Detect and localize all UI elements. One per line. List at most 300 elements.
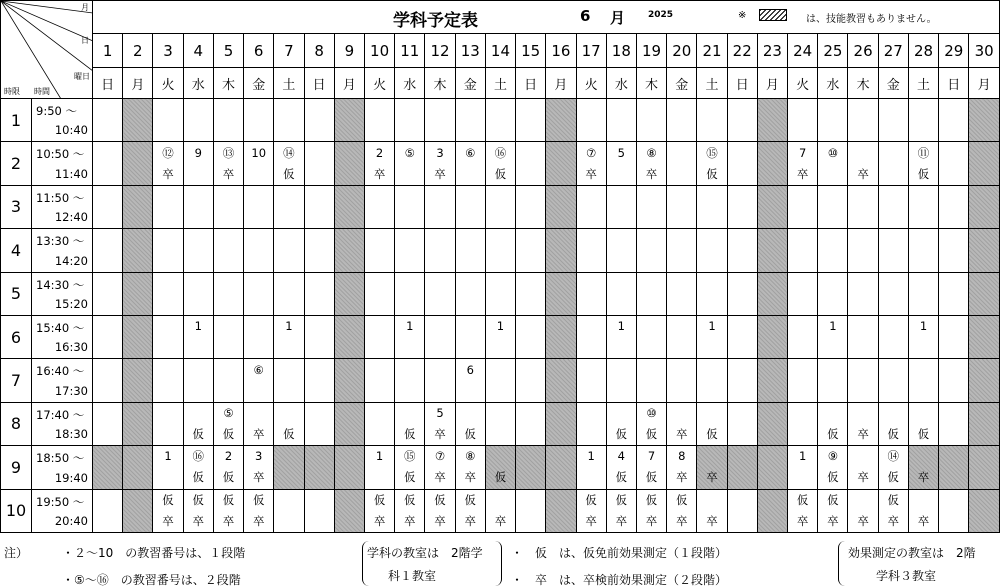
day-header: 21 — [697, 34, 727, 68]
schedule-cell — [757, 272, 787, 315]
schedule-cell — [153, 142, 183, 185]
schedule-cell — [364, 446, 394, 489]
schedule-cell — [213, 229, 243, 272]
schedule-cell — [153, 489, 183, 532]
schedule-cell — [818, 142, 848, 185]
period-number: 7 — [1, 359, 32, 402]
schedule-cell — [636, 185, 666, 228]
period-number: 3 — [1, 185, 32, 228]
day-header: 18 — [606, 34, 636, 68]
schedule-cell — [727, 99, 757, 142]
lesson-mark: 仮 — [192, 470, 205, 485]
weekday-header: 木 — [213, 68, 243, 99]
period-start-time: 15:40 ～ — [36, 320, 85, 335]
schedule-cell — [697, 272, 727, 315]
day-header: 23 — [757, 34, 787, 68]
lesson-mark: 卒 — [857, 426, 869, 441]
hatch-legend-swatch — [759, 9, 787, 21]
lesson-mark — [274, 337, 303, 358]
schedule-cell — [939, 272, 969, 315]
lesson-number — [456, 403, 485, 424]
lesson-mark: 仮 — [283, 166, 295, 181]
lesson-mark: 仮 — [827, 426, 839, 441]
lesson-number — [697, 490, 726, 511]
schedule-cell — [213, 489, 243, 532]
lesson-mark: 卒 — [857, 166, 869, 181]
weekday-header: 月 — [546, 68, 576, 99]
schedule-cell — [636, 142, 666, 185]
period-time — [32, 185, 93, 228]
period-time — [32, 402, 93, 445]
lesson-number: 1 — [798, 449, 807, 464]
schedule-cell — [123, 185, 153, 228]
schedule-cell — [667, 359, 697, 402]
schedule-cell — [667, 446, 697, 489]
lesson-mark — [244, 381, 273, 402]
schedule-cell — [939, 99, 969, 142]
schedule-cell — [516, 142, 546, 185]
schedule-cell — [425, 489, 455, 532]
lesson-mark: 卒 — [494, 513, 507, 528]
schedule-cell — [878, 446, 908, 489]
schedule-cell — [153, 315, 183, 358]
schedule-cell — [455, 272, 485, 315]
lesson-mark: 仮 — [283, 426, 295, 441]
lesson-mark — [607, 164, 636, 185]
schedule-cell — [425, 272, 455, 315]
day-header: 12 — [425, 34, 455, 68]
schedule-cell — [878, 185, 908, 228]
schedule-cell — [848, 402, 878, 445]
lesson-mark: 卒 — [434, 166, 446, 181]
schedule-cell — [667, 272, 697, 315]
lesson-mark: 仮 — [222, 470, 235, 485]
day-header: 27 — [878, 34, 908, 68]
schedule-cell — [485, 359, 515, 402]
schedule-cell — [425, 142, 455, 185]
weekday-header: 水 — [183, 68, 213, 99]
schedule-cell — [153, 272, 183, 315]
period-row — [1, 99, 1000, 142]
schedule-cell — [304, 359, 334, 402]
schedule-cell — [908, 229, 938, 272]
schedule-cell — [213, 99, 243, 142]
schedule-cell — [395, 446, 425, 489]
schedule-cell — [244, 272, 274, 315]
schedule-cell — [969, 142, 1000, 185]
schedule-cell — [969, 446, 1000, 489]
lesson-number: 仮 — [373, 492, 386, 507]
schedule-cell — [93, 229, 123, 272]
schedule-cell — [304, 99, 334, 142]
schedule-cell — [697, 402, 727, 445]
lesson-mark: 卒 — [252, 426, 265, 441]
lesson-number: 仮 — [404, 492, 416, 507]
schedule-cell — [546, 402, 576, 445]
schedule-cell — [788, 185, 818, 228]
schedule-cell — [183, 402, 213, 445]
classroom-info-line2: 科１教室 — [388, 569, 437, 583]
lesson-number: 1 — [587, 449, 595, 464]
schedule-cell — [788, 99, 818, 142]
schedule-cell — [908, 99, 938, 142]
lesson-mark — [607, 337, 636, 358]
lesson-number: 7 — [798, 145, 807, 160]
schedule-cell — [516, 489, 546, 532]
lesson-mark: 卒 — [676, 513, 688, 528]
lesson-number: ⑥ — [465, 145, 476, 160]
schedule-cell — [304, 229, 334, 272]
schedule-cell — [123, 489, 153, 532]
schedule-cell — [304, 142, 334, 185]
schedule-cell — [485, 229, 515, 272]
test-room-line1: 効果測定の教室は 2階 — [848, 546, 976, 560]
schedule-cell — [727, 402, 757, 445]
schedule-cell — [727, 359, 757, 402]
schedule-cell — [364, 359, 394, 402]
period-start-time: 16:40 ～ — [36, 364, 85, 379]
schedule-cell — [818, 229, 848, 272]
lesson-number — [395, 403, 424, 424]
schedule-cell — [274, 359, 304, 402]
lesson-number: 1 — [829, 319, 837, 334]
schedule-cell — [606, 359, 636, 402]
lesson-number — [486, 490, 515, 511]
schedule-cell — [455, 99, 485, 142]
schedule-cell — [425, 446, 455, 489]
period-number: 9 — [1, 446, 32, 489]
schedule-cell — [183, 359, 213, 402]
schedule-cell — [757, 185, 787, 228]
schedule-cell — [455, 359, 485, 402]
period-time — [32, 315, 93, 358]
schedule-cell — [606, 315, 636, 358]
lesson-number: 7 — [647, 449, 656, 464]
lesson-mark: 卒 — [373, 513, 386, 528]
period-row — [1, 489, 1000, 532]
schedule-cell — [546, 446, 576, 489]
schedule-cell — [183, 446, 213, 489]
schedule-cell — [93, 446, 123, 489]
schedule-cell — [364, 402, 394, 445]
period-end-time: 12:40 — [54, 210, 88, 225]
schedule-cell — [606, 229, 636, 272]
lesson-number: 仮 — [796, 492, 809, 507]
schedule-cell — [425, 402, 455, 445]
lesson-number: 仮 — [585, 492, 597, 507]
lesson-number: 5 — [436, 405, 444, 420]
schedule-cell — [153, 359, 183, 402]
schedule-cell — [425, 229, 455, 272]
schedule-cell — [485, 272, 515, 315]
day-header: 24 — [788, 34, 818, 68]
schedule-cell — [788, 446, 818, 489]
schedule-cell — [274, 446, 304, 489]
lesson-number: ⑩ — [827, 145, 839, 160]
period-number: 8 — [1, 402, 32, 445]
lesson-number: ⑤ — [404, 145, 415, 160]
lesson-mark: 卒 — [857, 513, 869, 528]
lesson-mark: 卒 — [706, 470, 718, 485]
day-header: 11 — [395, 34, 425, 68]
period-time — [32, 489, 93, 532]
schedule-cell — [969, 185, 1000, 228]
weekday-header: 土 — [697, 68, 727, 99]
weekday-header: 日 — [727, 68, 757, 99]
schedule-cell — [183, 272, 213, 315]
schedule-cell — [969, 402, 1000, 445]
header-corner — [1, 1, 93, 99]
schedule-cell — [455, 489, 485, 532]
lesson-mark — [909, 337, 938, 358]
schedule-cell — [788, 359, 818, 402]
day-header: 5 — [213, 34, 243, 68]
period-time — [32, 446, 93, 489]
weekday-header: 土 — [485, 68, 515, 99]
schedule-cell — [727, 229, 757, 272]
lesson-mark: 卒 — [796, 166, 809, 181]
schedule-cell — [546, 359, 576, 402]
lesson-number — [486, 446, 515, 467]
lesson-mark: 卒 — [887, 513, 900, 528]
lesson-mark: 卒 — [464, 470, 476, 485]
weekday-header: 火 — [153, 68, 183, 99]
day-header: 29 — [939, 34, 969, 68]
schedule-cell — [93, 359, 123, 402]
lesson-number: 仮 — [887, 492, 900, 507]
page-title: 学科予定表 — [393, 11, 478, 31]
schedule-cell — [93, 99, 123, 142]
lesson-number: ⑭ — [887, 449, 900, 464]
weekday-header: 土 — [908, 68, 938, 99]
lesson-mark: 仮 — [917, 166, 930, 181]
schedule-cell — [425, 359, 455, 402]
schedule-cell — [788, 489, 818, 532]
schedule-cell — [939, 229, 969, 272]
lesson-mark: 卒 — [857, 470, 869, 485]
schedule-cell — [364, 99, 394, 142]
note-stage2: ・⑤～⑯ の教習番号は、２段階 — [62, 573, 241, 587]
schedule-cell — [576, 402, 606, 445]
schedule-cell — [969, 229, 1000, 272]
lesson-mark: 卒 — [373, 166, 386, 181]
schedule-cell — [485, 99, 515, 142]
lesson-number: ⑫ — [162, 145, 174, 160]
schedule-cell — [576, 272, 606, 315]
schedule-cell — [908, 315, 938, 358]
schedule-cell — [667, 99, 697, 142]
schedule-cell — [516, 185, 546, 228]
schedule-cell — [697, 99, 727, 142]
schedule-cell — [606, 402, 636, 445]
schedule-cell — [274, 402, 304, 445]
lesson-number — [244, 403, 273, 424]
schedule-cell — [455, 315, 485, 358]
schedule-cell — [334, 315, 364, 358]
period-time — [32, 142, 93, 185]
schedule-cell — [485, 489, 515, 532]
day-header: 1 — [93, 34, 123, 68]
schedule-cell — [546, 229, 576, 272]
lesson-mark: 仮 — [706, 166, 718, 181]
lesson-mark: 仮 — [494, 470, 507, 485]
day-header: 7 — [274, 34, 304, 68]
schedule-cell — [334, 446, 364, 489]
period-start-time: 13:30 ～ — [36, 234, 85, 249]
schedule-cell — [546, 489, 576, 532]
schedule-cell — [939, 142, 969, 185]
period-start-time: 19:50 ～ — [36, 494, 85, 509]
schedule-cell — [878, 315, 908, 358]
day-header: 17 — [576, 34, 606, 68]
schedule-cell — [788, 402, 818, 445]
lesson-mark: 卒 — [162, 166, 174, 181]
schedule-cell — [183, 185, 213, 228]
schedule-cell — [848, 185, 878, 228]
corner-month-label: 月 — [81, 3, 89, 12]
lesson-mark — [153, 467, 182, 488]
schedule-cell — [878, 359, 908, 402]
lesson-number: 1 — [194, 319, 202, 334]
schedule-cell — [969, 359, 1000, 402]
schedule-cell — [334, 272, 364, 315]
lesson-number: 10 — [251, 145, 267, 160]
lesson-mark: 卒 — [827, 513, 839, 528]
period-number: 6 — [1, 315, 32, 358]
period-end-time: 14:20 — [54, 253, 88, 268]
day-header: 2 — [123, 34, 153, 68]
weekday-header: 木 — [636, 68, 666, 99]
weekday-header: 水 — [606, 68, 636, 99]
weekday-header: 金 — [878, 68, 908, 99]
schedule-cell — [455, 229, 485, 272]
schedule-cell — [213, 359, 243, 402]
schedule-cell — [274, 99, 304, 142]
schedule-cell — [636, 315, 666, 358]
day-header: 26 — [848, 34, 878, 68]
schedule-cell — [485, 446, 515, 489]
lesson-number: ⑪ — [917, 145, 930, 160]
weekday-header: 金 — [455, 68, 485, 99]
corner-weekday-label: 曜日 — [74, 72, 90, 81]
schedule-cell — [274, 315, 304, 358]
lesson-mark: 仮 — [917, 426, 930, 441]
schedule-cell — [274, 229, 304, 272]
lesson-mark — [184, 164, 213, 185]
schedule-cell — [546, 272, 576, 315]
schedule-cell — [576, 315, 606, 358]
schedule-cell — [304, 402, 334, 445]
lesson-mark: 仮 — [615, 426, 628, 441]
schedule-cell — [183, 99, 213, 142]
day-header: 13 — [455, 34, 485, 68]
lesson-mark: 仮 — [404, 426, 416, 441]
period-time — [32, 99, 93, 142]
schedule-cell — [153, 446, 183, 489]
schedule-cell — [939, 359, 969, 402]
schedule-cell — [364, 229, 394, 272]
lesson-mark: 卒 — [222, 166, 235, 181]
schedule-cell — [546, 315, 576, 358]
lesson-number: 5 — [617, 145, 625, 160]
period-end-time: 15:20 — [54, 296, 88, 311]
lesson-number: ⑦ — [434, 449, 446, 464]
lesson-number: 仮 — [645, 492, 658, 507]
schedule-cell — [848, 489, 878, 532]
schedule-cell — [123, 229, 153, 272]
schedule-cell — [697, 489, 727, 532]
schedule-cell — [485, 315, 515, 358]
lesson-mark: 仮 — [706, 426, 718, 441]
weekday-header: 日 — [939, 68, 969, 99]
lesson-number — [879, 403, 908, 424]
period-start-time: 18:50 ～ — [36, 451, 85, 466]
lesson-mark: 卒 — [645, 513, 658, 528]
legend-sotsu: ・ 卒 は、卒検前効果測定（２段階） — [511, 573, 728, 587]
lesson-number: ⑧ — [646, 145, 657, 160]
schedule-cell — [213, 446, 243, 489]
schedule-cell — [274, 142, 304, 185]
lesson-mark — [184, 337, 213, 358]
lesson-number — [697, 403, 726, 424]
schedule-cell — [274, 489, 304, 532]
lesson-mark: 卒 — [252, 513, 265, 528]
lesson-number: 2 — [224, 449, 233, 464]
lesson-number: 仮 — [464, 492, 476, 507]
period-number: 2 — [1, 142, 32, 185]
schedule-cell — [395, 402, 425, 445]
lesson-number: 1 — [496, 319, 505, 334]
day-header: 6 — [244, 34, 274, 68]
lesson-mark: 仮 — [222, 426, 235, 441]
schedule-cell — [636, 272, 666, 315]
schedule-cell — [969, 99, 1000, 142]
lesson-mark: 卒 — [404, 513, 416, 528]
lesson-mark: 卒 — [434, 426, 446, 441]
schedule-cell — [606, 185, 636, 228]
weekday-header: 水 — [818, 68, 848, 99]
schedule-cell — [304, 315, 334, 358]
schedule-cell — [667, 315, 697, 358]
schedule-cell — [244, 489, 274, 532]
lesson-number: 1 — [375, 449, 384, 464]
schedule-cell — [244, 446, 274, 489]
lesson-number: 仮 — [434, 492, 446, 507]
lesson-number: 9 — [194, 145, 202, 160]
lesson-number: ⑭ — [283, 145, 295, 160]
schedule-cell — [818, 446, 848, 489]
lesson-number — [818, 403, 847, 424]
lesson-number: ⑤ — [223, 405, 234, 420]
schedule-cell — [908, 359, 938, 402]
period-end-time: 11:40 — [54, 166, 88, 181]
schedule-cell — [516, 446, 546, 489]
schedule-cell — [183, 229, 213, 272]
lesson-number — [274, 403, 303, 424]
lesson-mark — [456, 381, 485, 402]
lesson-mark: 仮 — [494, 166, 507, 181]
lesson-number: 1 — [406, 319, 414, 334]
schedule-cell — [908, 489, 938, 532]
day-header: 4 — [183, 34, 213, 68]
period-start-time: 10:50 ～ — [36, 147, 85, 162]
schedule-cell — [757, 359, 787, 402]
weekday-header: 日 — [304, 68, 334, 99]
weekday-header: 月 — [757, 68, 787, 99]
test-room-line2: 学科３教室 — [876, 569, 937, 583]
weekday-header: 土 — [274, 68, 304, 99]
schedule-cell — [244, 185, 274, 228]
